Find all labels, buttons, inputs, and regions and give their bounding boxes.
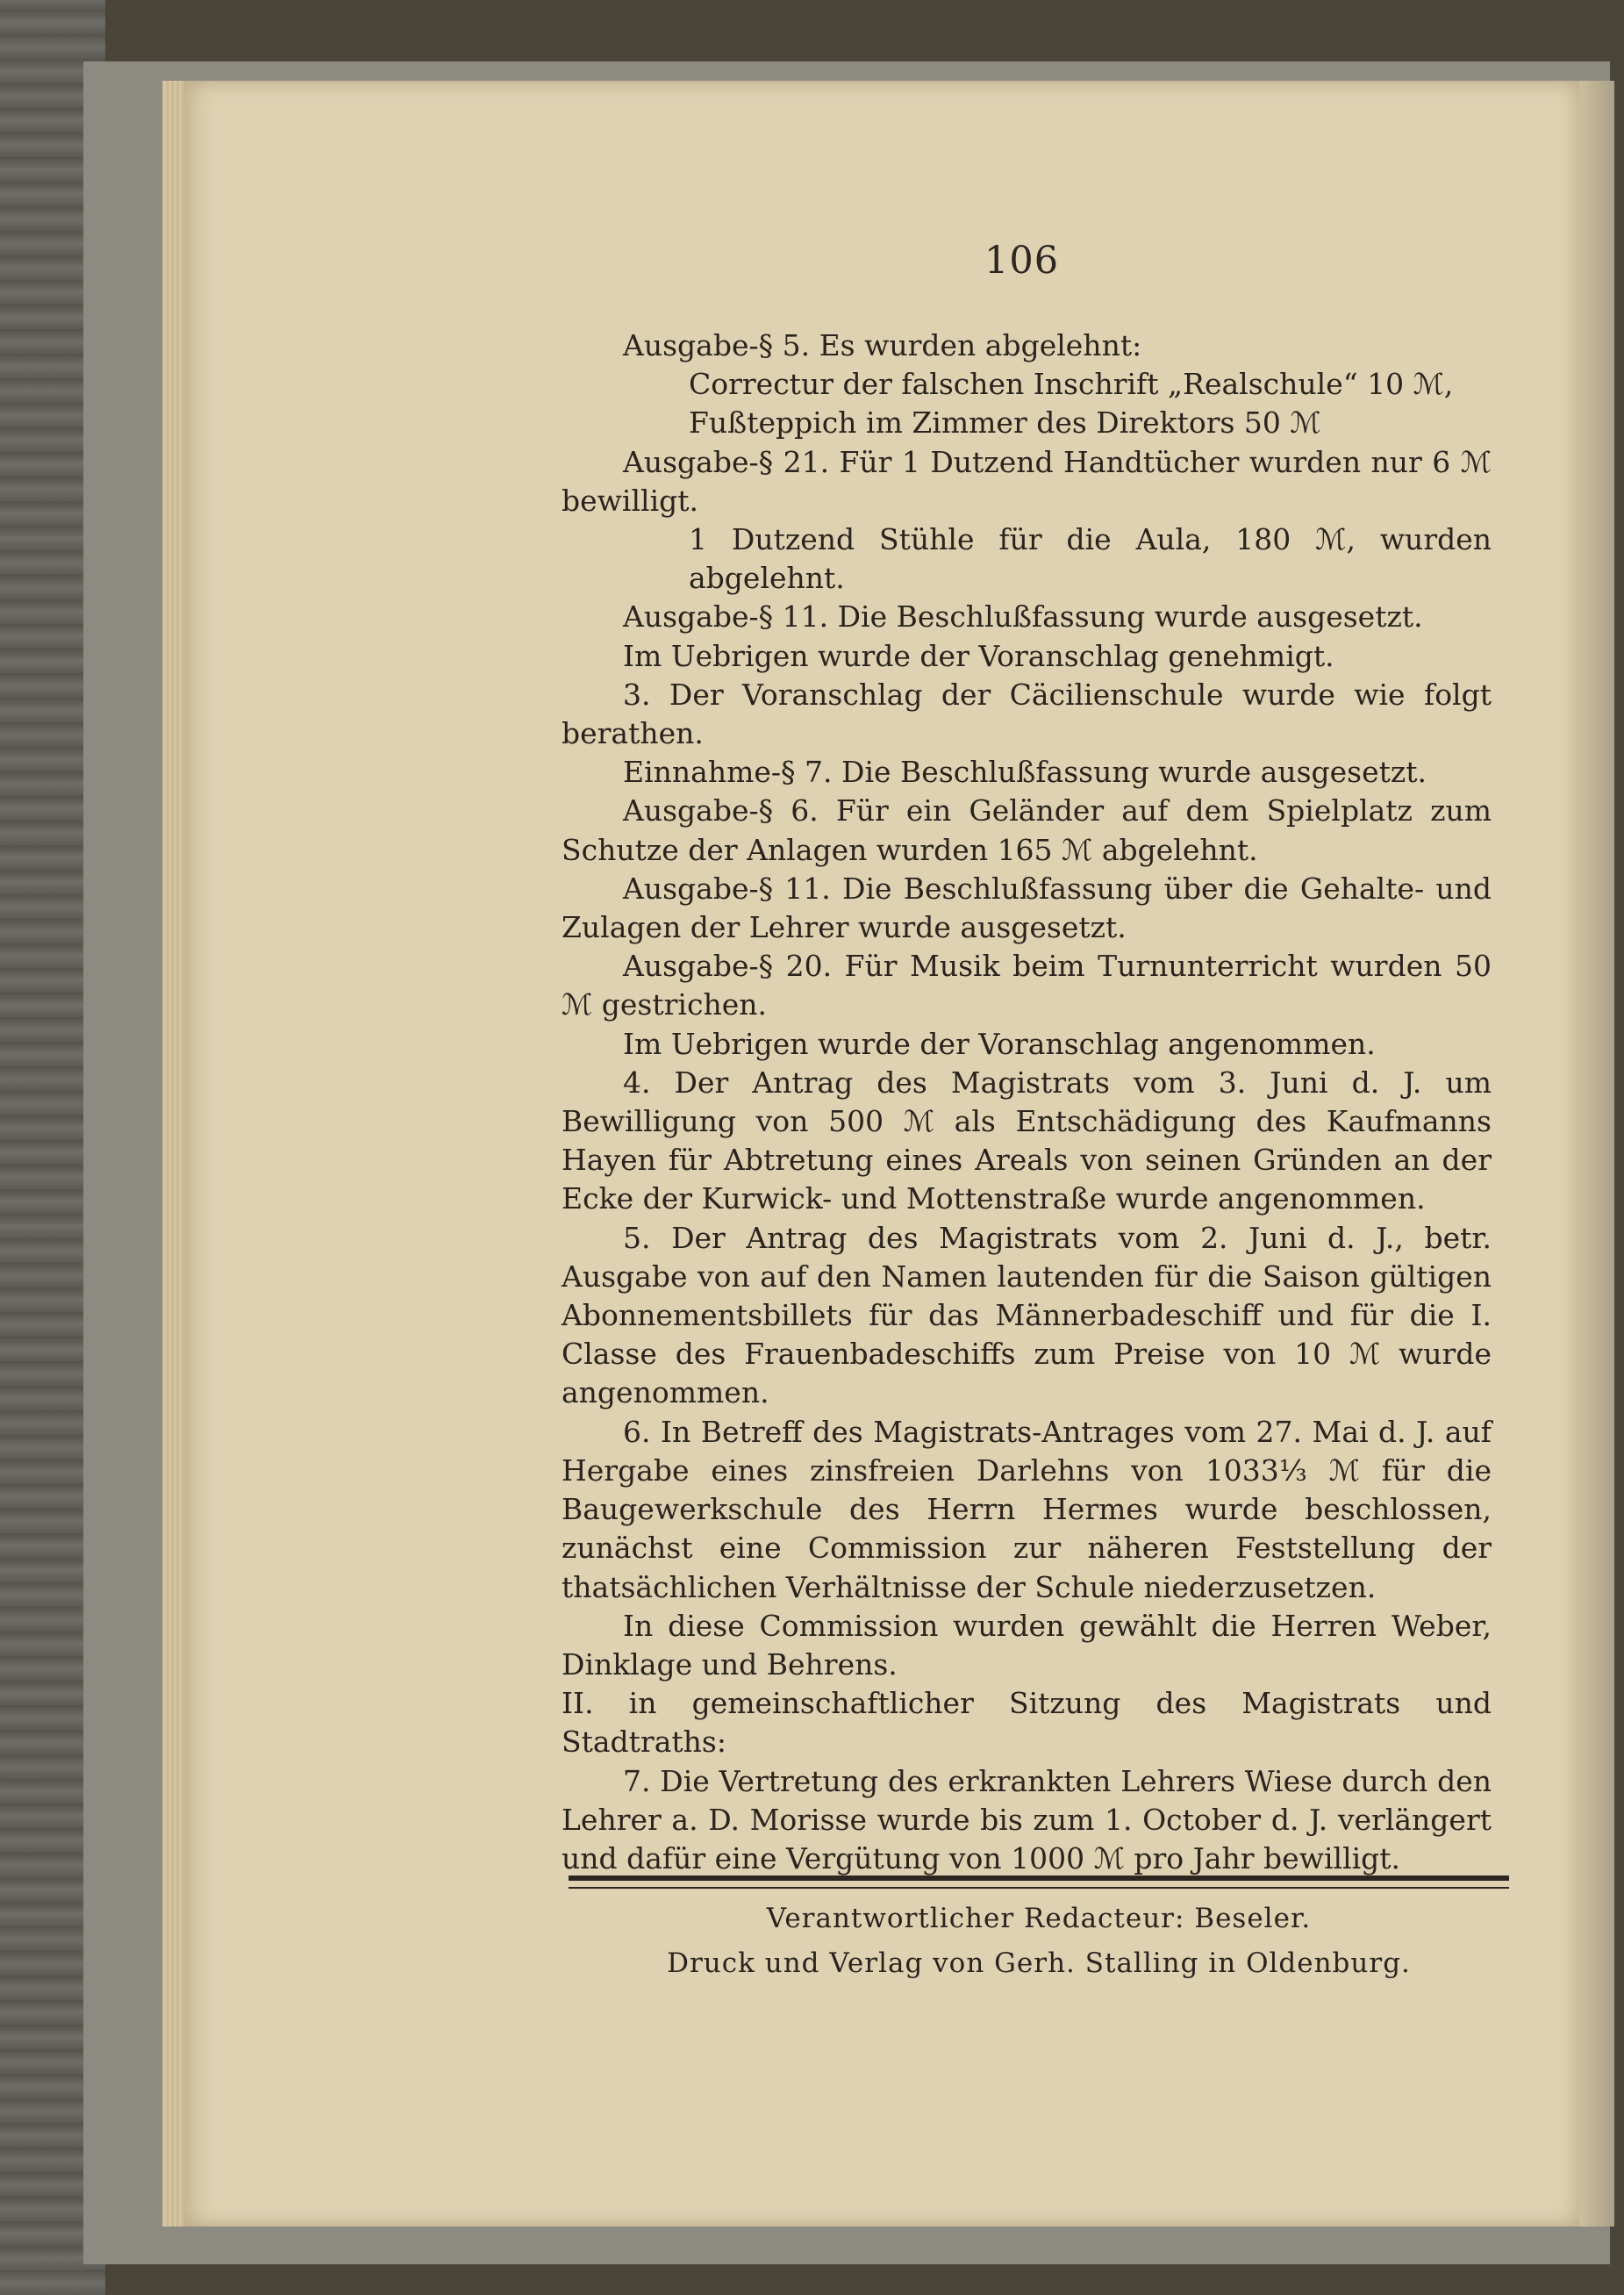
paragraph: Ausgabe-§ 6. Für ein Geländer auf dem Spielplatz zum Schutze der Anlagen wurden 165 ℳ abgelehnt. (562, 793, 1492, 867)
paragraph: Ausgabe-§ 11. Die Beschlußfassung wurde ausgesetzt. (623, 599, 1423, 635)
paragraph: 6. In Betreff des Magistrats-Antrages vom 27. Mai d. J. auf Hergabe eines zinsfreien Darlehns von 1033⅓ ℳ für die Baugewerkschule des Herrn Hermes wurde beschlossen, zunächst eine Commission zur näheren Feststellung der thatsächlichen Verhältnisse der Schule niederzusetzen. (562, 1414, 1492, 1604)
paragraph: Im Uebrigen wurde der Voranschlag angenommen. (623, 1026, 1376, 1061)
page-number: 106 (984, 239, 1060, 283)
paragraph: 1 Dutzend Stühle für die Aula, 180 ℳ, wurden abgelehnt. (689, 522, 1492, 596)
double-rule-divider (569, 1875, 1509, 1889)
paragraph: 4. Der Antrag des Magistrats vom 3. Juni d. J. um Bewilligung von 500 ℳ als Entschädigung des Kaufmanns Hayen für Abtretung eines Areals von seinen Gründen an der Ecke der Kurwick- und Mottenstraße wurde angenommen. (562, 1065, 1492, 1216)
paragraph: 3. Der Voranschlag der Cäcilienschule wurde wie folgt berathen. (562, 677, 1492, 751)
page-right-edge (1579, 81, 1614, 2227)
editor-line: Verantwortlicher Redacteur: Beseler. (766, 1903, 1312, 1934)
section-heading: II. in gemeinschaftlicher Sitzung des Magistrats und Stadtraths: (562, 1686, 1492, 1760)
paragraph: Im Uebrigen wurde der Voranschlag genehmigt. (623, 638, 1334, 673)
body-text (562, 326, 1492, 1878)
paragraph: 5. Der Antrag des Magistrats vom 2. Juni d. J., betr. Ausgabe von auf den Namen lautenden für die Saison gültigen Abonnementsbillets für das Männerbadeschiff und für die I. Classe des Frauenbadeschiffs zum Preise von 10 ℳ wurde angenommen. (562, 1220, 1492, 1410)
paragraph: Correctur der falschen Inschrift „Realschule“ 10 ℳ, (689, 367, 1454, 402)
paragraph: Ausgabe-§ 11. Die Beschlußfassung über die Gehalte- und Zulagen der Lehrer wurde ausgesetzt. (562, 871, 1492, 945)
paragraph: In diese Commission wurden gewählt die Herren Weber, Dinklage und Behrens. (562, 1608, 1492, 1682)
paragraph: Ausgabe-§ 20. Für Musik beim Turnunterricht wurden 50 ℳ gestrichen. (562, 949, 1492, 1022)
paragraph: Fußteppich im Zimmer des Direktors 50 ℳ (689, 405, 1321, 441)
printer-line: Druck und Verlag von Gerh. Stalling in Oldenburg. (667, 1947, 1411, 1979)
paragraph: Einnahme-§ 7. Die Beschlußfassung wurde ausgesetzt. (623, 755, 1427, 790)
paragraph: Ausgabe-§ 5. Es wurden abgelehnt: (623, 328, 1142, 362)
paragraph: Ausgabe-§ 21. Für 1 Dutzend Handtücher wurden nur 6 ℳ bewilligt. (562, 444, 1492, 518)
paragraph: 7. Die Vertretung des erkrankten Lehrers Wiese durch den Lehrer a. D. Morisse wurde bis zum 1. October d. J. verlängert und dafür eine Vergütung von 1000 ℳ pro Jahr bewilligt. (562, 1763, 1492, 1875)
